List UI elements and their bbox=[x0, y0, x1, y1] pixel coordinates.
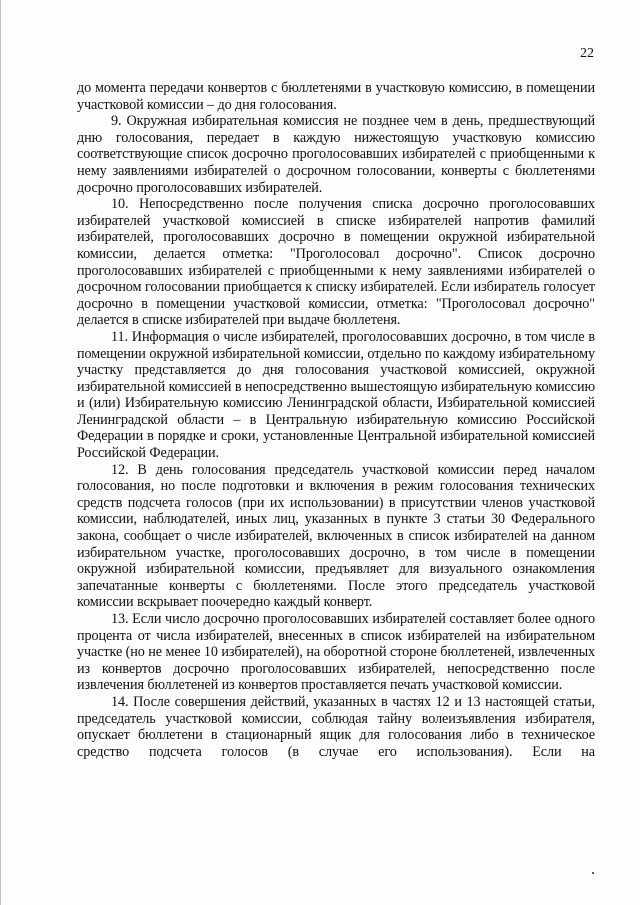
paragraph-11: 11. Информация о числе избирателей, проголосовавших досрочно, в том числе в помещении окружной избирательной комиссии, отдельно по каждому избирательному участку представляется до дня голосования участковой комиссией, окружной избирательной комиссией в непосредственно вышестоящую избирательную комиссию и (или) Избирательную комиссию Ленинградской области, Избирательной комиссией Ленинградской области – в Центральную избирательную комиссию Российской Федерации в порядке и сроки, установленные Центральной избирательной комиссией Российской Федерации. bbox=[77, 328, 595, 462]
paragraph-continuation: до момента передачи конвертов с бюллетенями в участковую комиссию, в помещении участковой комиссии – до дня голосования. bbox=[77, 80, 595, 113]
page-number: 22 bbox=[580, 46, 594, 61]
paragraph-13: 13. Если число досрочно проголосовавших избирателей составляет более одного процента от числа избирателей, внесенных в список избирателей на избирательном участке (но не менее 10 избирателей), на оборотной стороне бюллетеней, извлеченных из конвертов досрочно проголосовавших избирателей, непосредственно после извлечения бюллетеней из конвертов проставляется печать участковой комиссии. bbox=[77, 611, 595, 694]
document-body bbox=[77, 80, 595, 760]
paragraph-14: 14. После совершения действий, указанных в частях 12 и 13 настоящей статьи, председатель участковой комиссии, соблюдая тайну волеизъявления избирателя, опускает бюллетени в стационарный ящик для голосования либо в техническое средство подсчета голосов (в случае его использования). Если на bbox=[77, 693, 595, 760]
paragraph-10: 10. Непосредственно после получения списка досрочно проголосовавших избирателей участковой комиссией в списке избирателей напротив фамилий избирателей, проголосовавших досрочно в помещении окружной избирательной комиссии, делается отметка: "Проголосовал досрочно". Список досрочно проголосовавших избирателей с приобщенными к нему заявлениями избирателей о досрочном голосовании приобщается к списку избирателей. Если избиратель голосует досрочно в помещении участковой комиссии, отметка: "Проголосовал досрочно" делается в списке избирателей при выдаче бюллетеня. bbox=[77, 196, 595, 329]
paragraph-9: 9. Окружная избирательная комиссия не позднее чем в день, предшествующий дню голосования, передает в каждую нижестоящую участковую комиссию соответствующие список досрочно проголосовавших избирателей с приобщенными к нему заявлениями избирателей о досрочном голосовании, конверты с бюллетенями досрочно проголосовавших избирателей. bbox=[77, 113, 595, 196]
paragraph-12: 12. В день голосования председатель участковой комиссии перед началом голосования, но после подготовки и включения в режим голосования технических средств подсчета голосов (при их использовании) в присутствии членов участковой комиссии, наблюдателей, иных лиц, указанных в пункте 3 статьи 30 Федерального закона, сообщает о числе избирателей, включенных в список избирателей на данном избирательном участке, проголосовавших досрочно, в том числе в помещении окружной избирательной комиссии, предъявляет для визуального ознакомления запечатанные конверты с бюллетенями. После этого председатель участковой комиссии вскрывает поочередно каждый конверт. bbox=[77, 461, 595, 611]
scan-speck bbox=[592, 872, 594, 874]
